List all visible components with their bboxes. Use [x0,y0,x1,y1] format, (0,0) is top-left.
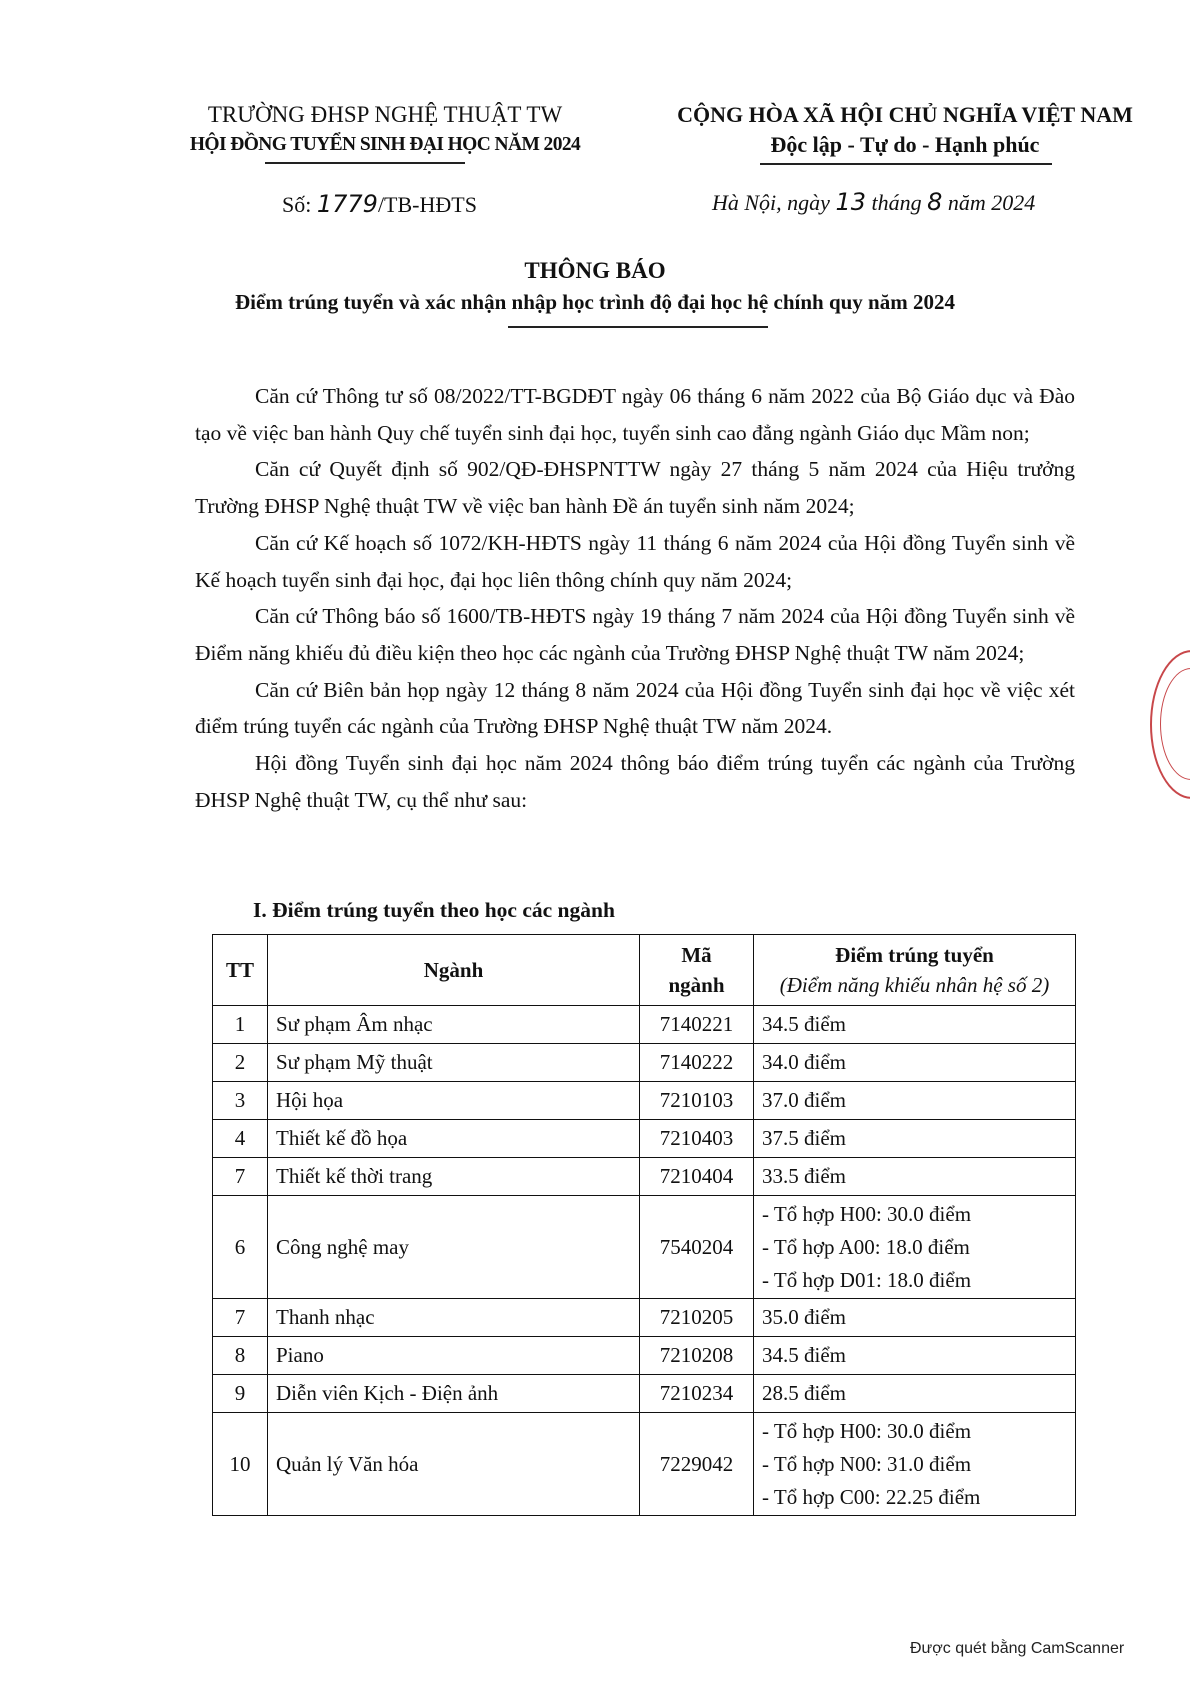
paragraph: Hội đồng Tuyển sinh đại học năm 2024 thông báo điểm trúng tuyển các ngành của Trường ĐHSP Nghệ thuật TW, cụ thể như sau: [195,751,1075,812]
cell-ma-nganh: 7210403 [640,1120,754,1158]
cell-ma-nganh: 7540204 [640,1196,754,1299]
header-diem [754,935,1076,1006]
document-number [282,190,477,218]
header-nganh: Ngành [268,935,640,1006]
date-suffix: năm 2024 [947,190,1036,215]
header-diem-line1: Điểm trúng tuyển [835,943,994,967]
cell-nganh: Piano [268,1337,640,1375]
cell-ma-nganh: 7210103 [640,1082,754,1120]
motto: Độc lập - Tự do - Hạnh phúc [770,132,1040,157]
score-line: 28.5 điểm [762,1381,846,1405]
cell-diem [754,1413,1076,1516]
paragraph: Căn cứ Thông báo số 1600/TB-HĐTS ngày 19 tháng 7 năm 2024 của Hội đồng Tuyển sinh về Điểm năng khiếu đủ điều kiện theo học các ngành của Trường ĐHSP Nghệ thuật TW năm 2024; [195,604,1075,665]
paragraph: Căn cứ Biên bản họp ngày 12 tháng 8 năm 2024 của Hội đồng Tuyển sinh đại học về việc xét điểm trúng tuyển các ngành của Trường ĐHSP Nghệ thuật TW năm 2024. [195,677,1075,739]
table-row [213,1006,1076,1044]
score-line: - Tổ hợp H00: 30.0 điểm [762,1418,972,1443]
cell-tt: 4 [213,1120,268,1158]
subtitle-underline [508,326,768,328]
cell-nganh: Diễn viên Kịch - Điện ảnh [268,1375,640,1413]
cell-nganh: Thiết kế thời trang [268,1158,640,1196]
notice-body [195,378,1075,818]
cell-diem [754,1299,1076,1337]
school-name: TRƯỜNG ĐHSP NGHỆ THUẬT TW [207,102,563,127]
cell-nganh: Thiết kế đồ họa [268,1120,640,1158]
right-header-underline [760,163,1052,165]
council-name-text: HỘI ĐỒNG TUYỂN SINH ĐẠI HỌC NĂM 2024 [189,134,581,155]
score-line: 33.5 điểm [762,1164,846,1188]
date-prefix: Hà Nội, ngày [712,190,830,215]
table-row [213,1337,1076,1375]
document-number-handwritten: 1779 [316,190,378,218]
cell-ma-nganh: 7210208 [640,1337,754,1375]
cell-ma-nganh: 7210205 [640,1299,754,1337]
cell-tt: 1 [213,1006,268,1044]
scanner-watermark: Được quét bằng CamScanner [910,1640,1125,1657]
cell-nganh: Sư phạm Âm nhạc [268,1006,640,1044]
table-row [213,1082,1076,1120]
cell-tt: 9 [213,1375,268,1413]
cell-diem [754,1375,1076,1413]
left-header-underline [265,162,465,164]
header-ma-nganh [640,935,754,1006]
council-name [170,134,600,156]
table-header-row [213,935,1076,1006]
table-row [213,1299,1076,1337]
admission-scores-table [212,934,1076,1516]
cell-nganh: Hội họa [268,1082,640,1120]
date-mid: tháng [871,190,922,215]
cell-diem [754,1196,1076,1299]
table-row [213,1375,1076,1413]
table-row [213,1196,1076,1299]
score-line: 37.0 điểm [762,1088,846,1112]
table-row [213,1413,1076,1516]
document-number-suffix: /TB-HĐTS [377,192,477,217]
table-row [213,1120,1076,1158]
cell-ma-nganh: 7229042 [640,1413,754,1516]
country-name: CỘNG HÒA XÃ HỘI CHỦ NGHĨA VIỆT NAM [677,102,1133,127]
cell-diem [754,1082,1076,1120]
score-line: 35.0 điểm [762,1305,846,1329]
score-line: - Tổ hợp N00: 31.0 điểm [762,1451,972,1476]
score-line: 37.5 điểm [762,1126,846,1150]
score-line: 34.0 điểm [762,1050,846,1074]
table-row [213,1044,1076,1082]
section-title: I. Điểm trúng tuyển theo học các ngành [253,898,615,922]
notice-subtitle: Điểm trúng tuyển và xác nhận nhập học trình độ đại học hệ chính quy năm 2024 [235,290,955,314]
cell-diem [754,1337,1076,1375]
score-line: 34.5 điểm [762,1012,846,1036]
cell-ma-nganh: 7210234 [640,1375,754,1413]
score-line: - Tổ hợp D01: 18.0 điểm [762,1267,972,1292]
date-day-handwritten: 13 [835,188,866,216]
cell-nganh: Sư phạm Mỹ thuật [268,1044,640,1082]
cell-tt: 7 [213,1158,268,1196]
header-diem-line2: (Điểm năng khiếu nhân hệ số 2) [779,973,1050,997]
cell-tt: 6 [213,1196,268,1299]
cell-diem [754,1158,1076,1196]
cell-tt: 8 [213,1337,268,1375]
cell-nganh: Thanh nhạc [268,1299,640,1337]
cell-nganh: Công nghệ may [268,1196,640,1299]
cell-diem [754,1120,1076,1158]
header-tt: TT [213,935,268,1006]
cell-tt: 7 [213,1299,268,1337]
cell-ma-nganh: 7210404 [640,1158,754,1196]
cell-tt: 10 [213,1413,268,1516]
score-line: - Tổ hợp A00: 18.0 điểm [762,1234,970,1259]
paragraph: Căn cứ Thông tư số 08/2022/TT-BGDĐT ngày 06 tháng 6 năm 2022 của Bộ Giáo dục và Đào tạo về việc ban hành Quy chế tuyển sinh đại học, tuyển sinh cao đẳng ngành Giáo dục Mầm non; [195,384,1075,445]
paragraph: Căn cứ Quyết định số 902/QĐ-ĐHSPNTTW ngày 27 tháng 5 năm 2024 của Hiệu trưởng Trường ĐHSP Nghệ thuật TW về việc ban hành Đề án tuyển sinh năm 2024; [195,457,1075,519]
score-line: 34.5 điểm [762,1343,846,1367]
document-date [712,188,1035,216]
header-ma-line1: Mã [681,943,712,967]
cell-nganh: Quản lý Văn hóa [268,1413,640,1516]
cell-tt: 3 [213,1082,268,1120]
notice-title: THÔNG BÁO [524,258,666,283]
cell-diem [754,1044,1076,1082]
score-line: - Tổ hợp C00: 22.25 điểm [762,1484,981,1509]
table-row [213,1158,1076,1196]
cell-diem [754,1006,1076,1044]
cell-ma-nganh: 7140221 [640,1006,754,1044]
score-line: - Tổ hợp H00: 30.0 điểm [762,1201,972,1226]
cell-tt: 2 [213,1044,268,1082]
document-number-prefix: Số: [282,192,312,217]
cell-ma-nganh: 7140222 [640,1044,754,1082]
date-month-handwritten: 8 [927,188,943,216]
header-ma-line2: ngành [668,973,725,997]
paragraph: Căn cứ Kế hoạch số 1072/KH-HĐTS ngày 11 tháng 6 năm 2024 của Hội đồng Tuyển sinh về Kế hoạch tuyển sinh đại học, đại học liên thông chính quy năm 2024; [195,530,1075,592]
